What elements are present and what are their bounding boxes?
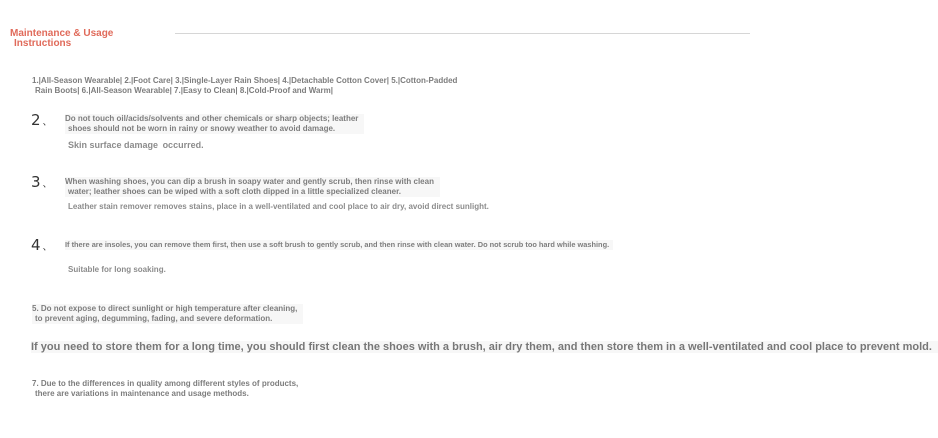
- item-3-note-line-2: and cool place to air dry, avoid direct sunlight.: [312, 202, 489, 211]
- item-7-text: [32, 379, 298, 399]
- item-5-line-2: to prevent aging, degumming, fading, and severe deformation.: [35, 314, 273, 323]
- item-3-text: [65, 177, 440, 197]
- item-2-note: [68, 140, 204, 150]
- item-4-number: 4 、: [31, 236, 53, 254]
- item-3-line-2: water; leather shoes can be wiped with a soft cloth dipped in a little specialized cleaner.: [68, 187, 401, 196]
- item-7-line-2: there are variations in maintenance and usage methods.: [35, 389, 249, 398]
- item-4-line-1: If there are insoles, you can remove them first, then use a soft brush to gently scrub, and then rinse with clean water. Do not scrub too hard while washing.: [65, 240, 610, 249]
- item-4-note-line-1: Suitable for long: [68, 265, 132, 274]
- item-2-note-line-1: Skin surface damage: [68, 140, 159, 150]
- item-3-note-line-1: Leather stain remover removes stains, place in a well-ventilated: [68, 202, 311, 211]
- item-5-line-1: 5. Do not expose to direct sunlight or high temperature after cleaning,: [32, 304, 298, 313]
- item-2-note-line-2: occurred.: [162, 140, 204, 150]
- title-line-1: Maintenance & Usage: [10, 28, 114, 39]
- page-title: [10, 29, 150, 49]
- title-line-2: Instructions: [14, 38, 72, 49]
- item-3-note: [68, 202, 489, 212]
- item-2-line-2: shoes should not be worn in rainy or snowy weather to avoid damage.: [68, 124, 336, 133]
- storage-line-2: air dry them, and then store them in a well-ventilated and cool place to prevent mold.: [488, 341, 932, 353]
- item-4-text: [65, 240, 613, 250]
- item-3-number: 3 、: [31, 173, 53, 191]
- item-4-note: [68, 265, 166, 275]
- item-2-number: 2 、: [31, 111, 53, 129]
- item-4-note-line-2: soaking.: [133, 265, 166, 274]
- item-5-text: [32, 304, 303, 324]
- feature-list: [32, 76, 457, 96]
- item-2-line-1: Do not touch oil/acids/solvents and other chemicals or sharp objects; leather: [65, 114, 359, 123]
- item-7-line-1: 7. Due to the differences in quality among different styles of products,: [32, 379, 299, 388]
- header-divider: [175, 33, 750, 34]
- storage-instructions: [31, 341, 938, 353]
- feature-list-line-1: 1.|All-Season Wearable| 2.|Foot Care| 3.|Single-Layer Rain Shoes| 4.|Detachable Cotton Cover| 5.|Cotton-Padded: [32, 76, 458, 85]
- storage-line-1: If you need to store them for a long time, you should first clean the shoes with a brush,: [31, 341, 486, 353]
- feature-list-line-2: Rain Boots| 6.|All-Season Wearable| 7.|Easy to Clean| 8.|Cold-Proof and Warm|: [35, 86, 333, 95]
- item-2-text: [65, 114, 364, 134]
- item-3-line-1: When washing shoes, you can dip a brush in soapy water and gently scrub, then rinse with clean: [65, 177, 434, 186]
